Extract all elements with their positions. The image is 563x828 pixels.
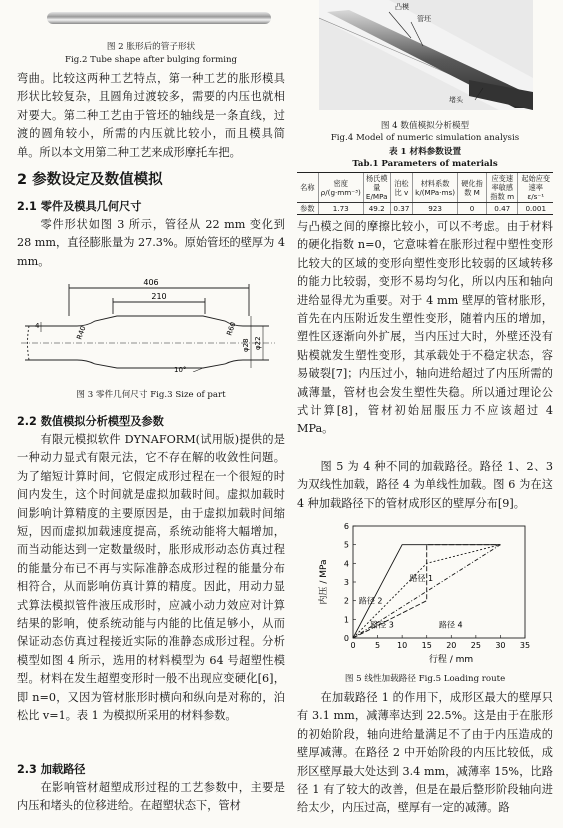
table-cell: 0: [457, 203, 486, 215]
dim-r60-label: R60: [225, 320, 238, 337]
y-tick-label: 0: [343, 634, 349, 643]
x-axis-label: 行程 / mm: [428, 655, 474, 665]
y-tick-label: 2: [343, 596, 349, 606]
x-tick-label: 15: [421, 641, 432, 650]
section-2-3-heading: 2.3 加载路径: [17, 763, 86, 776]
dim-phi22-label: φ22: [254, 336, 262, 350]
fig4-label-plug: 堵头: [449, 96, 463, 104]
y-axis-label: 内压 / MPa: [319, 559, 329, 605]
table-header-cell: 起始应变速率 ε/s⁻¹: [518, 173, 553, 203]
table-cell: 49.2: [363, 203, 390, 215]
x-tick-label: 5: [375, 641, 381, 650]
section-2-2-paragraph: 有限元模拟软件 DYNAFORM(试用版)提供的是一种动力显式有限元法，它不存在解的收敛性问题。为了缩短计算时间，它假定成形过程在一个很短的时间内发生，这个时间就是虚拟加载时间。虚拟加载时间影响计算精度的主要原因是，由于虚拟加载时间缩短，因而虚拟加载速度提高，系统动能将大幅增加，而当动能达到一定数量级时，胀形成形动态仿真过程的能量分布已不再与实际准静态成形过程的能量分布相符合，从而影响仿真计算的精度。因此，用动力显式算法模拟管件液压成形时，应减小动力效应对计算结果的影响，使系统动能与内能的比值足够小，从而保证动态仿真过程接近实际的准静态成形过程。分析模型如图 4 所示，选用的材料模型为 64 号超塑性模型。材料在发生超塑变形时一般不出现应变硬化[6]，即 n=0，又因为管材胀形时横向和纵向是对称的，泊松比 v=1。表 1 为模拟所采用的材料参数。: [17, 433, 285, 723]
fig2-caption-cn: 图 2 胀形后的管子形状: [106, 42, 196, 52]
dim-r40-label: R40: [75, 324, 88, 341]
section-2-1-paragraph: 零件形状如图 3 所示，管径从 22 mm 变化到 28 mm，直径膨胀量为 27.3%。原始管坯的壁厚为 4 mm。: [17, 218, 285, 268]
right-paragraph-c: 在加载路径 1 的作用下，成形区最大的壁厚只有 3.1 mm，减薄率达到 22.5%。这是由于在胀形的初始阶段，轴向进给量满足不了由于内压造成的壁厚减薄。在路径 2 中开始阶段的内压比较低，成形区壁厚最大处达到 3.4 mm，减薄率 15%，比路径 1 有了较大的改善，但是在最后整形阶段轴向进给太少，内压过高，壁厚有一定的减薄。路: [297, 691, 553, 815]
y-tick-label: 4: [343, 559, 349, 569]
x-tick-label: 20: [446, 641, 457, 650]
fig2-caption-en: Fig.2 Tube shape after bulging forming: [65, 55, 237, 65]
section-2-1-heading: 2.1 零件及模具几何尺寸: [17, 200, 142, 213]
table1-materials: [297, 172, 553, 215]
dim-phi28-label: φ28: [242, 338, 250, 352]
series-label-1: 路径 1: [409, 574, 434, 584]
y-tick-label: 6: [343, 522, 349, 531]
fig4-model-image: [319, 0, 533, 110]
fig4-label-tube: 管坯: [417, 15, 431, 23]
y-tick-label: 1: [343, 615, 349, 625]
table-row: [297, 203, 553, 215]
table-cell: 923: [413, 203, 458, 215]
table-header-cell: 名称: [297, 173, 318, 203]
fig2-tube-image: [47, 12, 271, 24]
table-header-cell: 泊松比 v: [390, 173, 412, 203]
x-tick-label: 10: [397, 641, 408, 650]
section-2-heading: 2 参数设定及数值模拟: [17, 172, 163, 188]
table-header-cell: 应变速率敏感指数 m: [487, 173, 518, 203]
fig5-caption: 图 5 线性加载路径 Fig.5 Loading route: [344, 674, 506, 684]
fig3-caption: 图 3 零件几何尺寸 Fig.3 Size of part: [76, 390, 226, 400]
y-tick-label: 3: [343, 578, 349, 587]
table-cell: 参数: [297, 203, 318, 215]
table1-caption-cn: 表 1 材料参数设置: [388, 147, 462, 157]
right-paragraph-b: 图 5 为 4 种不同的加载路径。路径 1、2、3 为双线性加载，路径 4 为单线性加载。图 6 为在这 4 种加载路径下的管材成形区的壁厚分布[9]。: [297, 460, 553, 510]
series-label-2: 路径 2: [358, 596, 383, 606]
section-2-3-paragraph: 在影响管材超塑成形过程的工艺参数中，主要是内压和堵头的位移进给。在超塑状态下，管材: [17, 781, 285, 813]
y-tick-label: 5: [343, 540, 349, 550]
dim-4-label: 4: [35, 322, 40, 330]
x-tick-label: 25: [470, 641, 481, 650]
table-header-cell: 杨氏模量 E/MPa: [363, 173, 390, 203]
table-cell: 0.001: [518, 203, 553, 215]
table-cell: 0.47: [487, 203, 518, 215]
fig4-label-die: 凸模: [395, 3, 409, 11]
table1-caption-en: Tab.1 Parameters of materials: [352, 159, 498, 169]
right-paragraph-a: 与凸模之间的摩擦比较小，可以不考虑。由于材料的硬化指数 n=0，它意味着在胀形过程中塑性变形比较大的区域的变形向塑性变形比较弱的区域转移的能力比较弱，变形不易均匀化，所以内压和轴向进给显得尤为重要。对于 4 mm 壁厚的管材胀形，首先在内压附近发生塑性变形，随着内压的增加，塑性区逐渐向外扩展，当内压过大时，外壁还没有贴模就发生塑性变形，其承载处于不稳定状态，容易破裂[7]；内压过小，轴向进给超过了内压所需的减薄量，管材也会发生塑性失稳。所以通过理论公式计算[8]，管材初始屈服压力不应该超过 4 MPa。: [297, 220, 553, 436]
x-tick-label: 0: [350, 641, 356, 650]
table-cell: 0.37: [390, 203, 412, 215]
table-header-cell: 硬化指数 M: [457, 173, 486, 203]
table-header-cell: 密度 ρ/(g·mm⁻³): [318, 173, 363, 203]
fig5-loading-route-chart: [315, 520, 543, 668]
series-label-3: 路径 3: [370, 620, 394, 630]
section-2-2-heading: 2.2 数值模拟分析模型及参数: [17, 415, 164, 428]
dim-406-label: 406: [143, 278, 159, 287]
x-tick-label: 30: [495, 641, 506, 650]
series-label-4: 路径 4: [439, 620, 463, 630]
fig4-caption-cn: 图 4 数值模拟分析模型: [380, 121, 470, 131]
table-header-cell: 材料系数 k/(MPa·ms): [413, 173, 458, 203]
table-cell: 1.73: [318, 203, 363, 215]
dim-210-label: 210: [151, 292, 167, 301]
fig4-caption-en: Fig.4 Model of numeric simulation analysis: [330, 133, 520, 143]
dim-angle-label: 10°: [174, 366, 187, 372]
table-header-row: [297, 173, 553, 203]
x-tick-label: 35: [519, 641, 531, 650]
fig3-part-drawing: [17, 276, 285, 372]
intro-paragraph: 弯曲。比较这两种工艺特点，第一种工艺的胀形模具形状比较复杂，且圆角过渡较多，需要的内压也就相对要大。第二种工艺由于管坯的轴线是一条直线，过渡的圆角较小，所需的内压就比较小，而且模具简单。所以本文用第二种工艺来成形摩托车把。: [17, 72, 285, 159]
